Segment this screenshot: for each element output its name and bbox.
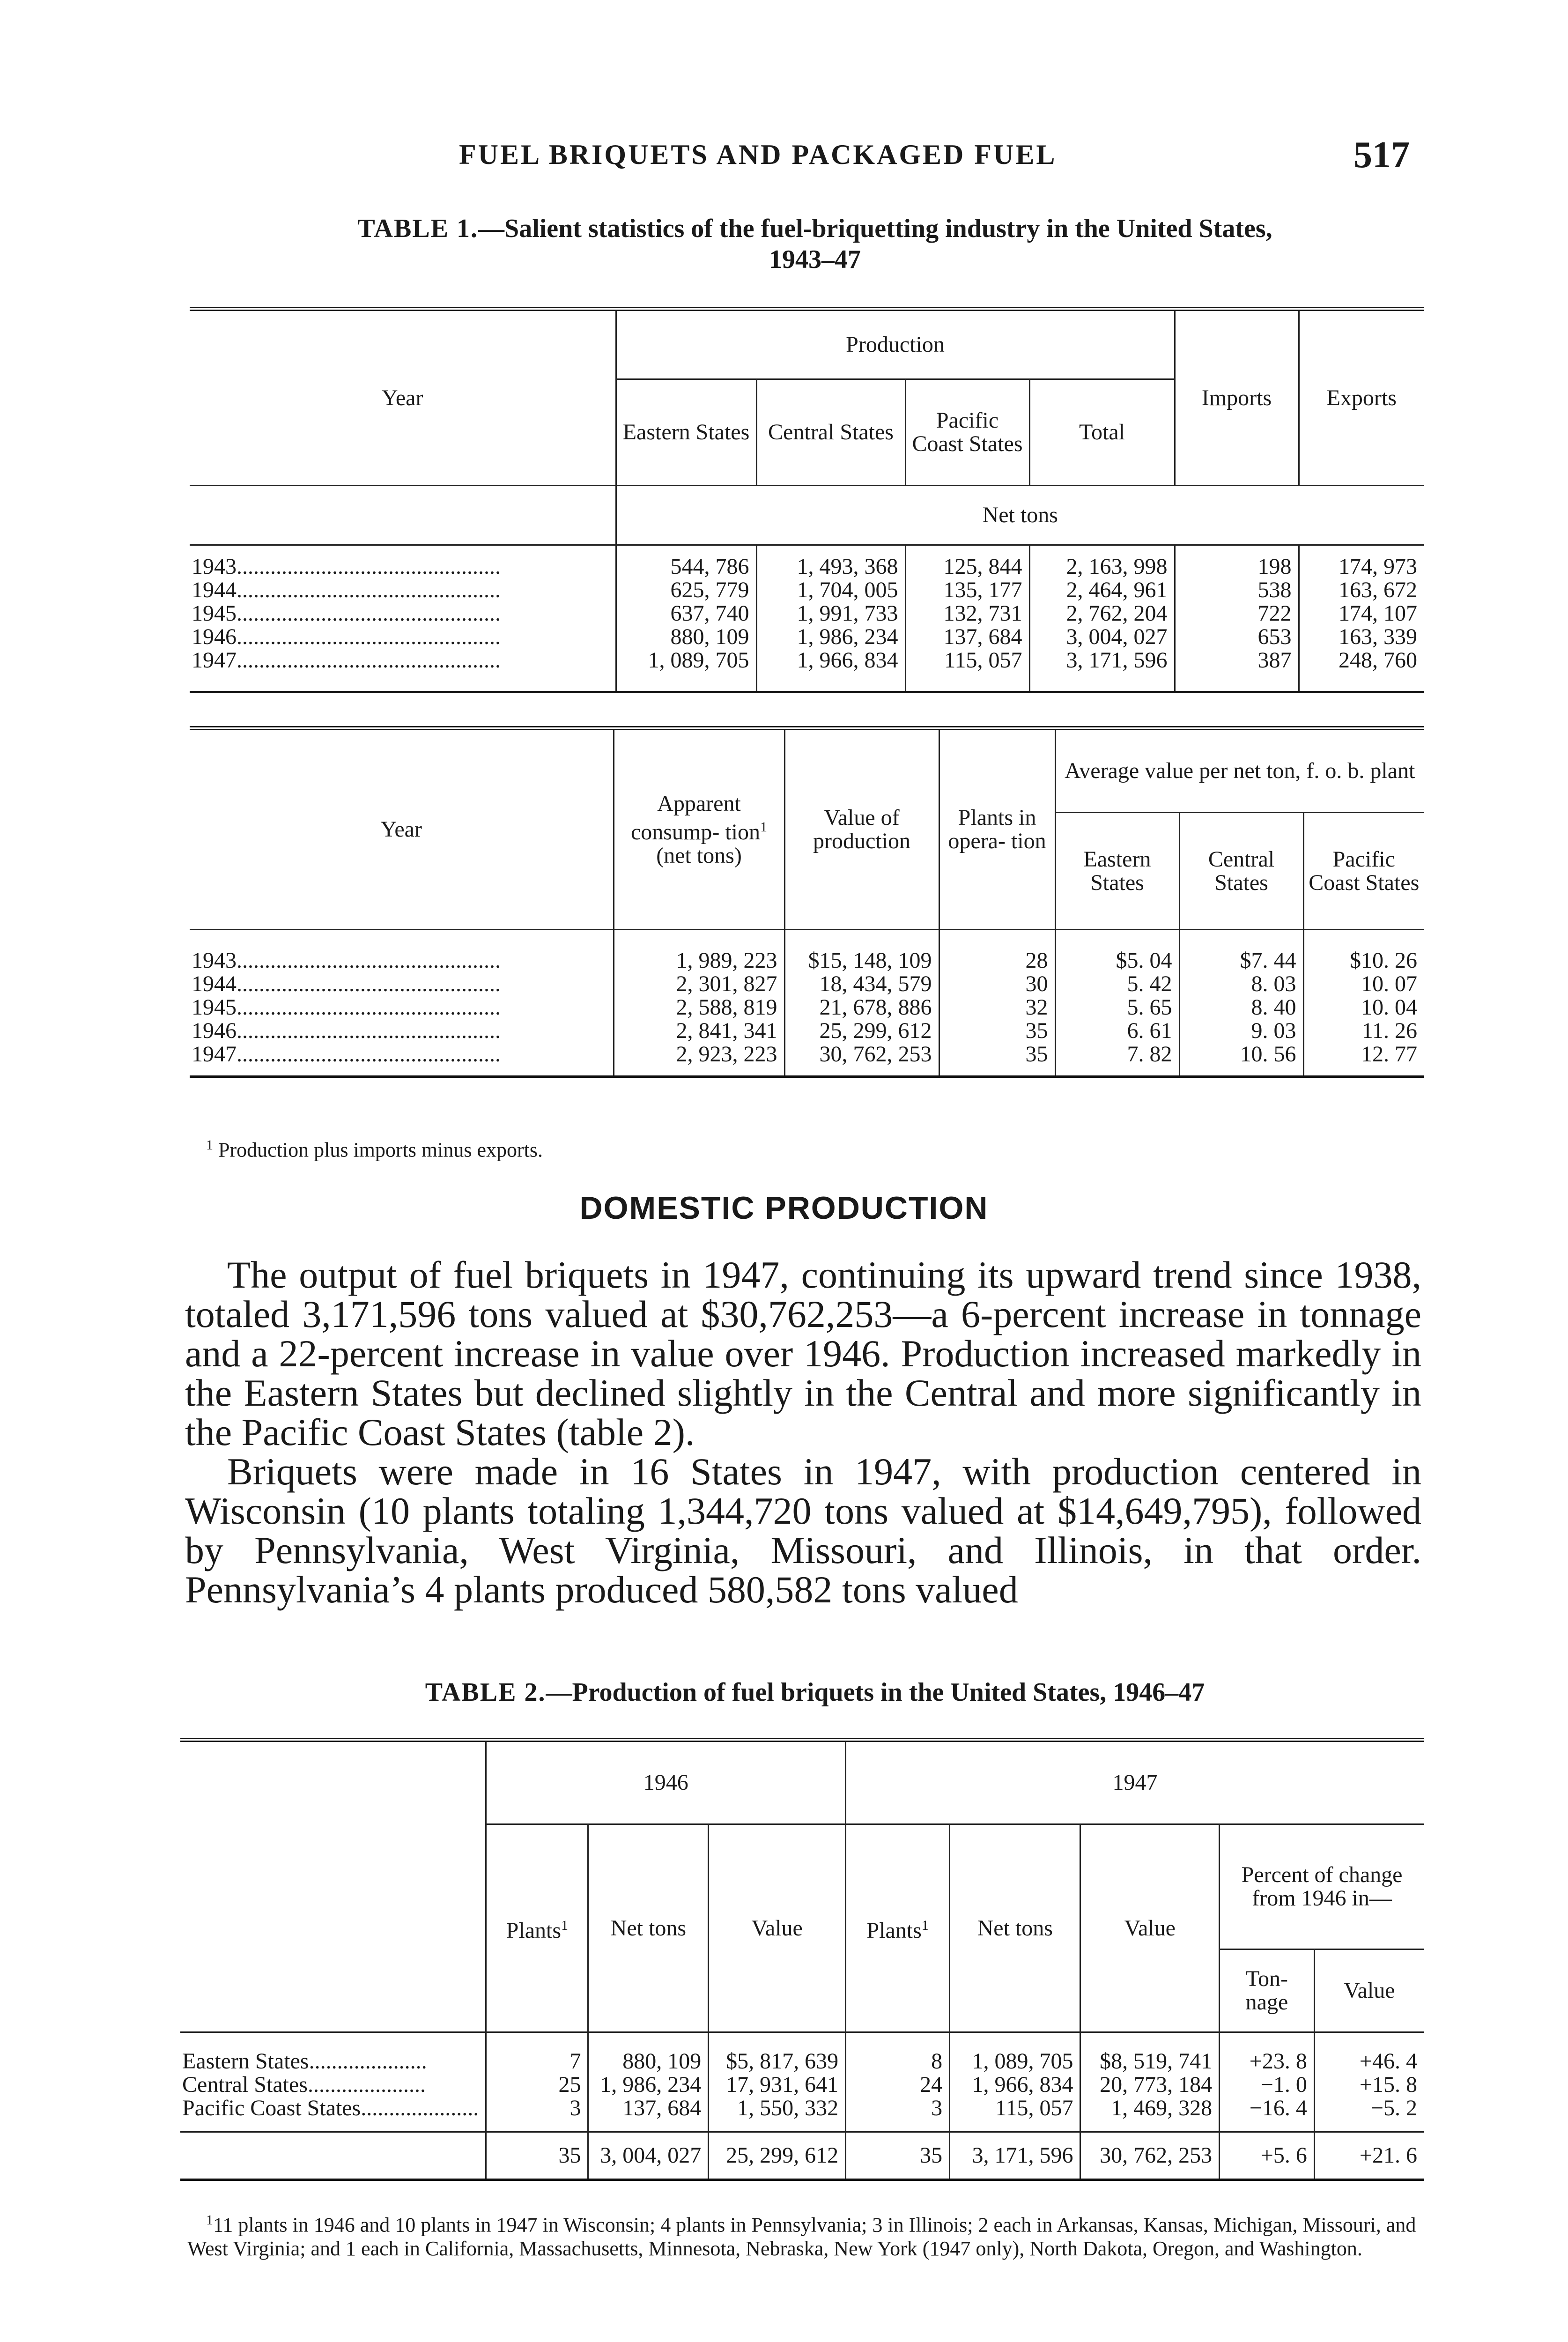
body-paragraph-2: Briquets were made in 16 States in 1947, with production centered in Wisconsin (10 plants totaling 1,344,720 tons valued at $14,649,795), followed by Pennsylvania, West Virginia, Missouri, and Illinois, in that order. Pennsylvania’s 4 plants produced 580,582 tons valued [185,1450,1421,1611]
table2-total-pt: +5. 6 [1220,2132,1315,2180]
page-number: 517 [1354,134,1410,176]
table2-total-pv: +21. 6 [1314,2132,1424,2180]
section-heading: DOMESTIC PRODUCTION [579,1190,989,1226]
table1-title-line1: —Salient statistics of the fuel-briquetting industry in the United States, [478,214,1272,243]
table1-pacific-header: Pacific Coast States [905,379,1029,486]
table2-footnote: $^1$11 plants in 1946 and 10 plants in 1947 in Wisconsin; 4 plants in Pennsylvania; 3 in Illinois; 2 each in Arkansas, Kansas, Michigan, Missouri, and West Virginia; and 1 each in California, Massachusetts, Minnesota, Nebraska, New York (1947 only), North Dakota, Oregon, and Washington. [187,2212,1416,2260]
table1-value-table [190,726,1424,1078]
table2-title: —Production of fuel briquets in the United States, 1946–47 [546,1678,1205,1707]
table1-year-1946: 1946............................................... [192,625,501,649]
table2-plants46-header: Plants$^1$ [486,1824,588,2032]
table1b-value-header: Value of production [784,728,939,930]
table1-unit-spacer [190,486,616,545]
table2-total-t46: 3, 004, 027 [588,2132,709,2180]
table2-year-1947-header: 1947 [846,1740,1424,1824]
table2-tonnage-header: Ton- nage [1220,1949,1315,2032]
table2-pct-value-values: +46. 4 +15. 8 −5. 2 [1314,2032,1424,2132]
table2-region-pacific: Pacific Coast States..................... [182,2097,479,2120]
table1-central-header: Central States [756,379,905,486]
table1-title-line2: 1943–47 [769,245,861,274]
table2-total-p46: 35 [486,2132,588,2180]
table2-total-v47: 30, 762, 253 [1080,2132,1220,2180]
table1b-apparent-values: 1, 989, 223 2, 301, 827 2, 588, 819 2, 841, 341 2, 923, 223 [614,930,784,1077]
running-head: FUEL BRIQUETS AND PACKAGED FUEL [459,139,1057,170]
table2-caption [197,1677,1433,1708]
table1b-year-1947: 1947............................................... [192,1043,501,1066]
table2-tons47-header: Net tons [950,1824,1080,2032]
table1-footnote: $^1$ Production plus imports minus exports. [206,1137,543,1162]
table1-imports-values: 198 538 722 653 387 [1175,545,1299,692]
table1b-year-header: Year [190,728,614,930]
table1b-year-1945: 1945............................................... [192,996,501,1019]
table2-value46-header: Value [709,1824,846,2032]
table1-eastern-values: 544, 786 625, 779 637, 740 880, 109 1, 089, 705 [616,545,756,692]
table1-total-header: Total [1029,379,1175,486]
table1b-central-header: Central States [1179,813,1303,930]
table1-production-table [190,307,1424,693]
table1b-plants-values: 28 30 32 35 35 [939,930,1055,1077]
table2-value46-values: $5, 817, 639 17, 931, 641 1, 550, 332 [709,2032,846,2132]
table1b-plants-header: Plants in opera- tion [939,728,1055,930]
table2-year-1946-header: 1946 [486,1740,846,1824]
table2-tons46-values: 880, 109 1, 986, 234 137, 684 [588,2032,709,2132]
table1-year-1944: 1944............................................... [192,578,501,602]
table1-exports-header: Exports [1299,309,1424,486]
table2-region-central: Central States..................... [182,2073,426,2097]
table2-region-header [180,1740,486,2032]
table1-imports-header: Imports [1175,309,1299,486]
table2-tons47-values: 1, 089, 705 1, 966, 834 115, 057 [950,2032,1080,2132]
table2-plants47-header: Plants$^1$ [846,1824,950,2032]
table1-year-cells [190,545,616,692]
table1b-average-group-header: Average value per net ton, f. o. b. plant [1055,728,1424,813]
table1b-pacific-values: $10. 26 10. 07 10. 04 11. 26 12. 77 [1303,930,1424,1077]
table1b-central-values: $7. 44 8. 03 8. 40 9. 03 10. 56 [1179,930,1303,1077]
table1b-year-cells [190,930,614,1077]
table2-totals-label [180,2132,486,2180]
table2-plants47-values: 8 24 3 [846,2032,950,2132]
table1-year-header: Year [190,309,616,486]
table2-region-cells [180,2032,486,2132]
table1b-year-1944: 1944............................................... [192,972,501,996]
table2-tons46-header: Net tons [588,1824,709,2032]
table2-total-t47: 3, 171, 596 [950,2132,1080,2180]
table2-value47-header: Value [1080,1824,1220,2032]
table1-exports-values: 174, 973 163, 672 174, 107 163, 339 248, 760 [1299,545,1424,692]
table1-production-group-header: Production [616,309,1175,379]
table1-central-values: 1, 493, 368 1, 704, 005 1, 991, 733 1, 986, 234 1, 966, 834 [756,545,905,692]
table1-caption [197,213,1433,275]
table1b-value-values: $15, 148, 109 18, 434, 579 21, 678, 886 25, 299, 612 30, 762, 253 [784,930,939,1077]
table2-total-v46: 25, 299, 612 [709,2132,846,2180]
table1b-apparent-header: Apparent consump- tion$^1$ (net tons) [614,728,784,930]
table1b-year-1943: 1943............................................... [192,949,501,972]
table2-value47-values: $8, 519, 741 20, 773, 184 1, 469, 328 [1080,2032,1220,2132]
table2-production-table [180,1738,1424,2181]
table1-year-1945: 1945............................................... [192,602,501,625]
body-text [185,1255,1421,1609]
table2-percent-group-header: Percent of change from 1946 in— [1220,1824,1424,1949]
table1-caption-line1 [197,213,1433,244]
table2-pct-value-header: Value [1314,1949,1424,2032]
table1b-pacific-header: Pacific Coast States [1303,813,1424,930]
table2-plants46-values: 7 25 3 [486,2032,588,2132]
table1-year-1947: 1947............................................... [192,649,501,672]
table1b-eastern-header: Eastern States [1055,813,1179,930]
table1-unit-header: Net tons [616,486,1424,545]
table1-label: TABLE 1. [357,214,479,243]
table1-eastern-header: Eastern States [616,379,756,486]
table1b-year-1946: 1946............................................... [192,1019,501,1043]
table1-total-values: 2, 163, 998 2, 464, 961 2, 762, 204 3, 004, 027 3, 171, 596 [1029,545,1175,692]
table1b-eastern-values: $5. 04 5. 42 5. 65 6. 61 7. 82 [1055,930,1179,1077]
table2-label: TABLE 2. [425,1678,546,1707]
table2-region-eastern: Eastern States..................... [182,2050,427,2073]
table1-pacific-values: 125, 844 135, 177 132, 731 137, 684 115, 057 [905,545,1029,692]
table2-totals-row [180,2132,1424,2180]
table2-total-p47: 35 [846,2132,950,2180]
body-paragraph-1: The output of fuel briquets in 1947, continuing its upward trend since 1938, totaled 3,171,596 tons valued at $30,762,253—a 6-percent increase in tonnage and a 22-percent increase in value over 1946. Production increased markedly in the Eastern States but declined slightly in the Central and more significantly in the Pacific Coast States (table 2). [185,1253,1421,1453]
table1-year-1943: 1943............................................... [192,555,501,578]
table2-pct-tonnage-values: +23. 8 −1. 0 −16. 4 [1220,2032,1315,2132]
